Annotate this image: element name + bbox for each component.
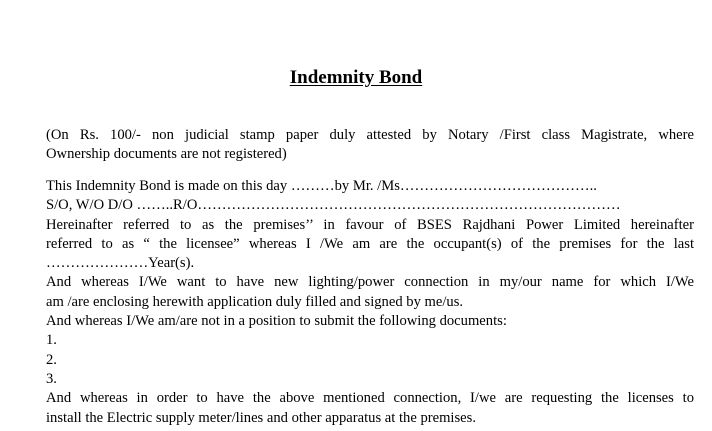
body-line-connection: And whereas I/We want to have new lighting/power connection in my/our name for which I/We <box>46 274 694 291</box>
body-line-years: …………………Year(s). <box>46 255 195 272</box>
body-line-documents: And whereas I/We am/are not in a position to submit the following documents: <box>46 313 507 330</box>
document-list-item: 3. <box>46 370 57 387</box>
bond-body <box>46 177 694 428</box>
stamp-paper-note <box>46 126 694 165</box>
note-line-1: (On Rs. 100/- non judicial stamp paper duly attested by Notary /First class Magistrate, where <box>46 127 694 143</box>
document-list-item: 1. <box>46 332 57 349</box>
body-line-premises: Hereinafter referred to as the premises’’ in favour of BSES Rajdhani Power Limited hereinafter <box>46 216 694 233</box>
document-list-item: 2. <box>46 351 57 368</box>
body-line-application: am /are enclosing herewith application duly filled and signed by me/us. <box>46 293 464 310</box>
body-line-install: install the Electric supply meter/lines and other apparatus at the premises. <box>46 409 476 426</box>
body-line-made-on: This Indemnity Bond is made on this day ………by Mr. /Ms………………………………….. <box>46 178 597 194</box>
document-title: Indemnity Bond <box>289 67 423 88</box>
note-line-2: Ownership documents are not registered) <box>46 146 287 163</box>
body-line-request: And whereas in order to have the above mentioned connection, I/we are requesting the licenses to <box>46 390 694 407</box>
body-line-licensee: referred to as “ the licensee” whereas I /We am are the occupant(s) of the premises for the last <box>46 235 694 252</box>
body-line-relation: S/O, W/O D/O ……..R/O…………………………………………………………………………… <box>46 197 621 214</box>
